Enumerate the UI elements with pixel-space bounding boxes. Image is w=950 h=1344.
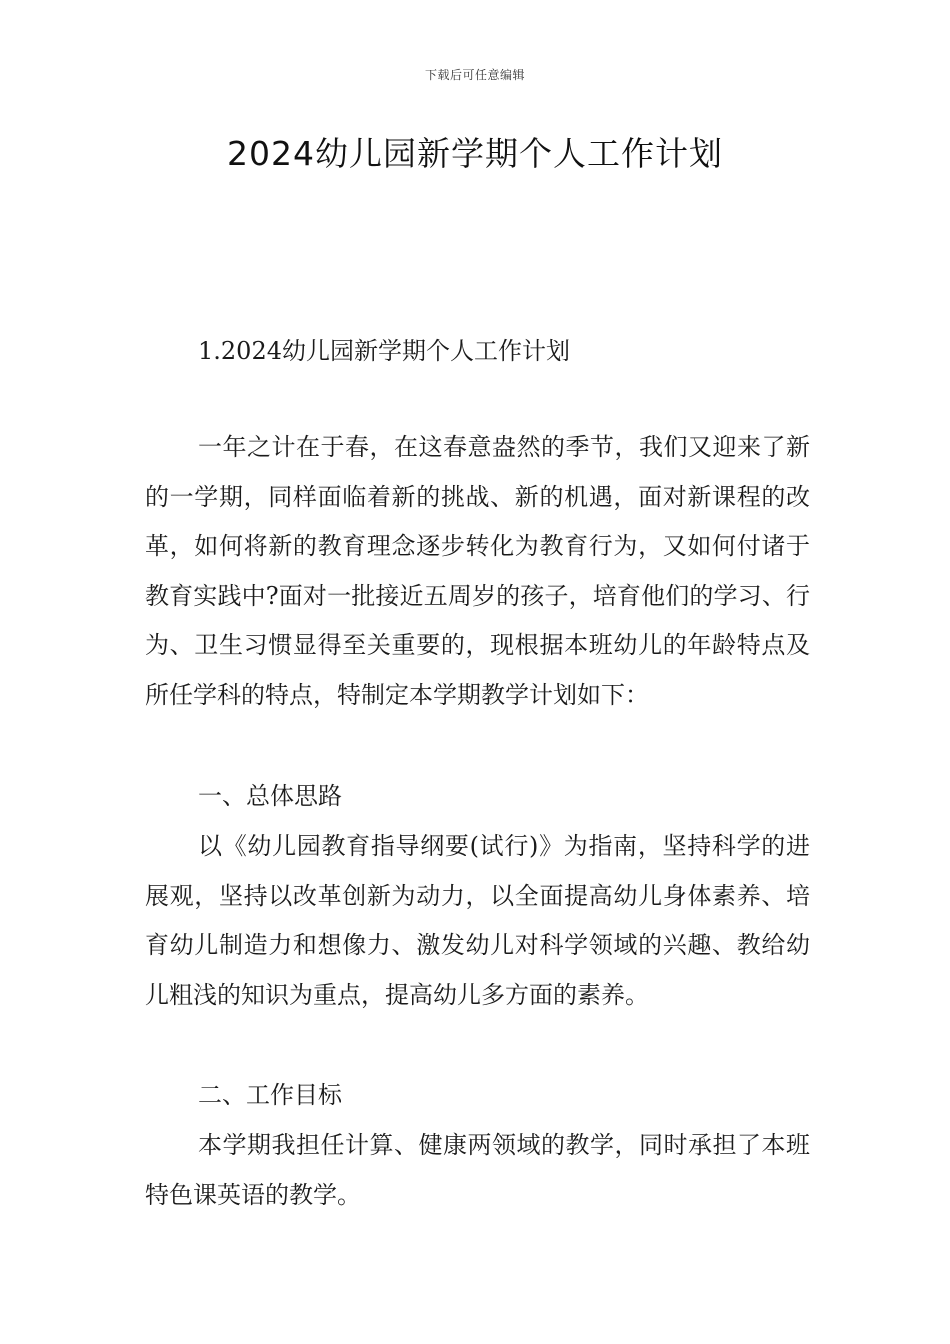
- heading-work-goals: 二、工作目标: [198, 1081, 342, 1109]
- work-goals-paragraph: 本学期我担任计算、健康两领域的教学，同时承担了本班特色课英语的教学。: [145, 1131, 810, 1209]
- section-title: 1.2024幼儿园新学期个人工作计划: [198, 337, 570, 365]
- heading-overall-approach: 一、总体思路: [198, 782, 342, 810]
- overall-approach-paragraph: 以《幼儿园教育指导纲要(试行)》为指南，坚持科学的进展观，坚持以改革创新为动力，以全面提高幼儿身体素养、培育幼儿制造力和想像力、激发幼儿对科学领域的兴趣、教给幼儿粗浅的知识为重点，提高幼儿多方面的素养。: [145, 832, 810, 1009]
- document-title: 2024幼儿园新学期个人工作计划: [227, 134, 723, 173]
- page-header-note: 下载后可任意编辑: [424, 68, 525, 82]
- intro-paragraph: 一年之计在于春，在这春意盎然的季节，我们又迎来了新的一学期，同样面临着新的挑战、新的机遇，面对新课程的改革，如何将新的教育理念逐步转化为教育行为，又如何付诸于教育实践中?面对一批接近五周岁的孩子，培育他们的学习、行为、卫生习惯显得至关重要的，现根据本班幼儿的年龄特点及所任学科的特点，特制定本学期教学计划如下：: [145, 433, 810, 709]
